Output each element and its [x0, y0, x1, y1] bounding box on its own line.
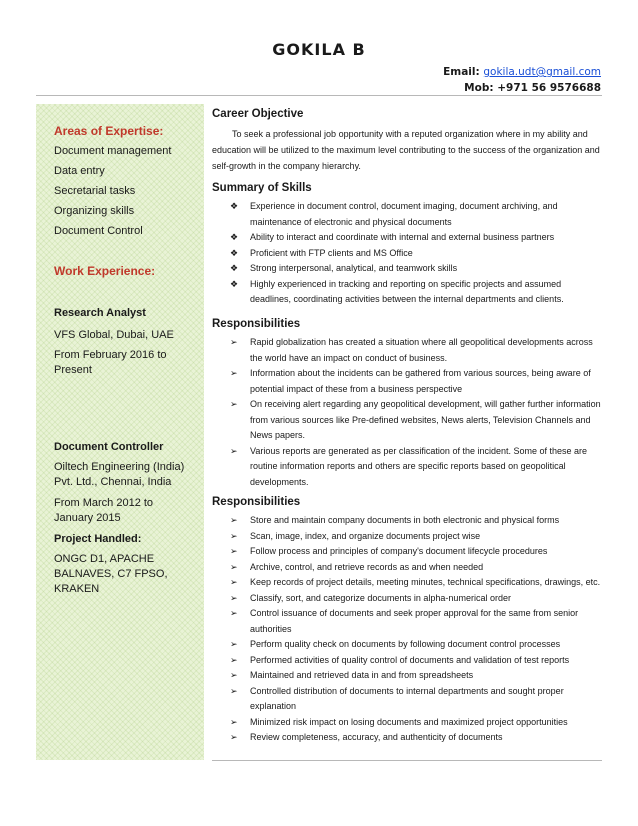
- resp2-item: ➢ Perform quality check on documents by following document control processes: [212, 637, 604, 653]
- resp1-list: [212, 335, 604, 490]
- job2-period: From March 2012 to January 2015: [54, 497, 154, 524]
- resp2-heading: Responsibilities: [212, 496, 301, 508]
- contact-block: [443, 64, 601, 96]
- header-divider: [36, 95, 602, 96]
- resp2-item: ➢ Maintained and retrieved data in and from spreadsheets: [212, 668, 604, 684]
- skill-item: ❖ Experience in document control, document imaging, document archiving, and maintenance of electronic and physical documents: [230, 201, 558, 227]
- arrow-bullet-icon: ➢: [230, 716, 238, 727]
- area-item: Document Control: [54, 225, 143, 237]
- resp2-item: ➢ Classify, sort, and categorize documents in alpha-numerical order: [212, 591, 604, 607]
- resp2-item: ➢ Review completeness, accuracy, and authenticity of documents: [212, 730, 604, 746]
- skill-item: ❖ Highly experienced in tracking and reporting on specific projects and assumed deadlines, coordinating activities between the internal departments and clients.: [230, 278, 564, 304]
- diamond-bullet-icon: ❖: [230, 263, 239, 273]
- resp1-item: ➢ On receiving alert regarding any geopolitical development, will gather further information from various sources like Pre-defined websites, News alerts, Television Channels and News papers.: [230, 399, 601, 440]
- job1-title: Research Analyst: [54, 307, 146, 319]
- email-line: [443, 64, 601, 80]
- area-item: Organizing skills: [54, 205, 135, 217]
- footer-divider: [212, 760, 602, 761]
- job2-title: Document Controller: [54, 441, 164, 453]
- mobile-label: Mob:: [464, 82, 494, 94]
- job2-company: Oiltech Engineering (India) Pvt. Ltd., Chennai, India: [54, 461, 185, 488]
- projects-list: ONGC D1, APACHE BALNAVES, C7 FPSO, KRAKEN: [54, 553, 168, 595]
- skill-item: ❖ Ability to interact and coordinate with internal and external business partners: [212, 230, 604, 246]
- mobile-number: +971 56 9576688: [497, 82, 601, 94]
- arrow-bullet-icon: ➢: [230, 608, 238, 618]
- arrow-bullet-icon: ➢: [230, 592, 238, 603]
- area-item: Secretarial tasks: [54, 185, 136, 197]
- candidate-name: GOKILA B: [272, 40, 366, 59]
- job1-period: From February 2016 to Present: [54, 349, 167, 376]
- projects-label: Project Handled:: [54, 533, 142, 545]
- arrow-bullet-icon: ➢: [230, 654, 238, 665]
- arrow-bullet-icon: ➢: [230, 685, 238, 696]
- diamond-bullet-icon: ❖: [230, 232, 239, 242]
- career-text: To seek a professional job opportunity with a reputed organization where in my ability and education will be utilized to the maximum level contributing to the success of the organization and self-growth in the company hierarchy.: [212, 129, 600, 171]
- skill-item: ❖ Proficient with FTP clients and MS Office: [212, 246, 604, 262]
- skill-item: ❖ Strong interpersonal, analytical, and teamwork skills: [212, 261, 604, 277]
- sidebar: [36, 104, 204, 760]
- job1-company: VFS Global, Dubai, UAE: [54, 329, 174, 341]
- resp2-item: ➢ Control issuance of documents and seek proper approval for the same from senior authorities: [230, 608, 579, 634]
- resp2-item: ➢ Performed activities of quality control of documents and validation of test reports: [212, 653, 604, 669]
- arrow-bullet-icon: ➢: [230, 515, 238, 525]
- resp1-item: ➢ Rapid globalization has created a situation where all geopolitical developments across the world have an impact on conduct of business.: [230, 337, 593, 363]
- arrow-bullet-icon: ➢: [230, 530, 238, 541]
- arrow-bullet-icon: ➢: [230, 337, 238, 347]
- resp2-item: ➢ Controlled distribution of documents to internal departments and sought proper explanation: [230, 685, 564, 711]
- resp2-item: ➢ Archive, control, and retrieve records as and when needed: [212, 560, 604, 576]
- arrow-bullet-icon: ➢: [230, 561, 238, 572]
- skills-list: [212, 199, 604, 308]
- work-heading: Work Experience:: [54, 264, 156, 278]
- resp2-item: ➢ Scan, image, index, and organize documents project wise: [212, 529, 604, 545]
- resp1-item: ➢ Information about the incidents can be gathered from various sources, being aware of potential impact of these from a business perspective: [230, 368, 591, 394]
- resp1-heading: Responsibilities: [212, 318, 301, 330]
- resp2-list: [212, 513, 604, 746]
- diamond-bullet-icon: ❖: [230, 247, 239, 258]
- diamond-bullet-icon: ❖: [230, 278, 239, 289]
- areas-heading: Areas of Expertise:: [54, 124, 164, 138]
- resp1-item: ➢ Various reports are generated as per classification of the incident. Some of these are routine information reports and others are specific reports based on geopolitical developments.: [230, 445, 588, 487]
- arrow-bullet-icon: ➢: [230, 732, 238, 742]
- resp2-item: ➢ Follow process and principles of company's document lifecycle procedures: [212, 544, 604, 560]
- email-label: Email:: [443, 66, 480, 78]
- arrow-bullet-icon: ➢: [230, 577, 238, 587]
- skills-heading: Summary of Skills: [212, 182, 312, 194]
- mobile-line: [443, 80, 601, 96]
- arrow-bullet-icon: ➢: [230, 670, 238, 680]
- arrow-bullet-icon: ➢: [230, 639, 238, 649]
- email-link[interactable]: gokila.udt@gmail.com: [483, 66, 601, 78]
- arrow-bullet-icon: ➢: [230, 399, 238, 409]
- resp2-item: ➢ Minimized risk impact on losing documents and maximized project opportunities: [212, 715, 604, 731]
- arrow-bullet-icon: ➢: [230, 368, 238, 378]
- arrow-bullet-icon: ➢: [230, 445, 238, 456]
- diamond-bullet-icon: ❖: [230, 201, 239, 211]
- arrow-bullet-icon: ➢: [230, 546, 238, 556]
- area-item: Data entry: [54, 165, 105, 177]
- career-heading: Career Objective: [212, 108, 304, 120]
- resp2-item: ➢ Store and maintain company documents in both electronic and physical forms: [212, 513, 604, 529]
- resp2-item: ➢ Keep records of project details, meeting minutes, technical specifications, drawings, etc.: [212, 575, 604, 591]
- area-item: Document management: [54, 145, 172, 157]
